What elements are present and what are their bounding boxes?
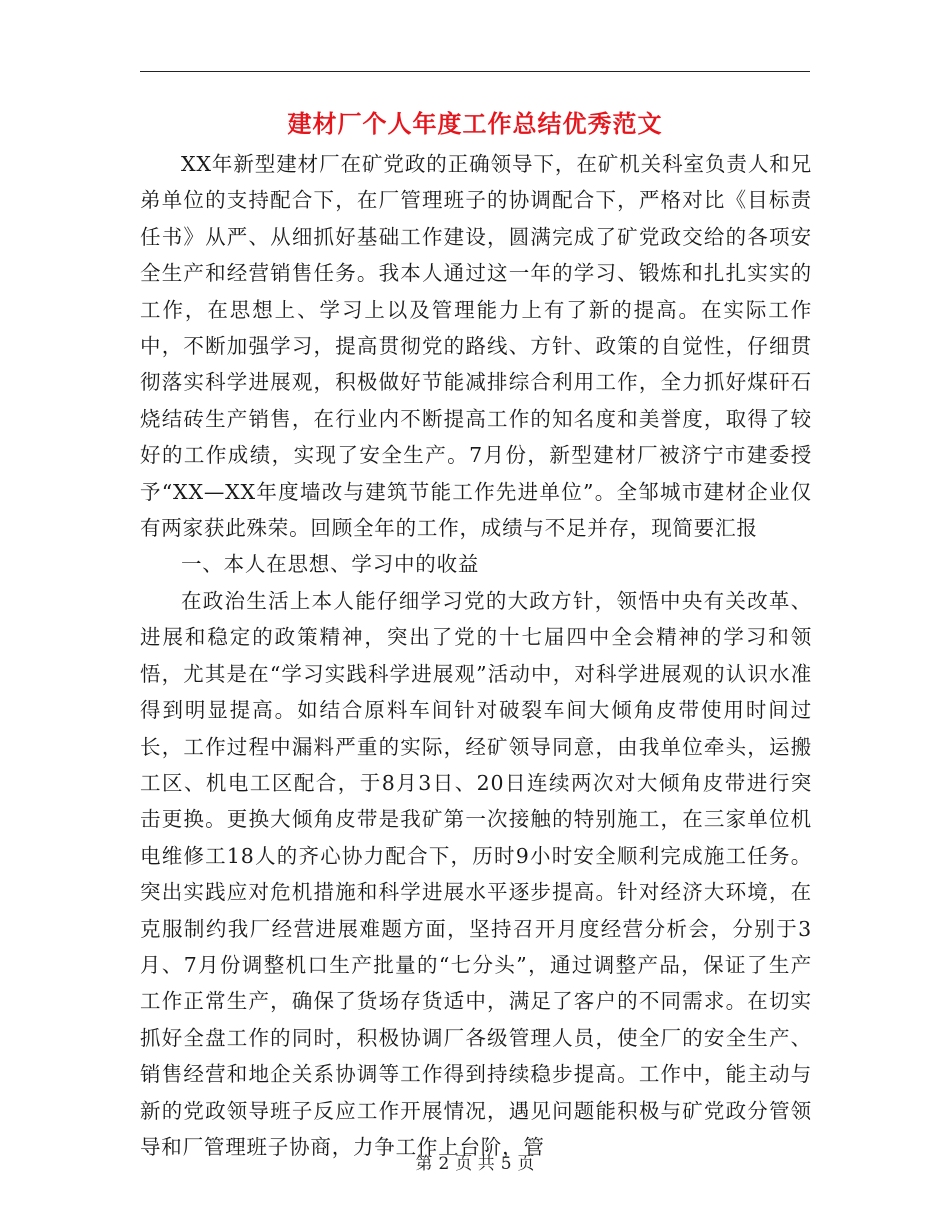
intro-paragraph: XX年新型建材厂在矿党政的正确领导下，在矿机关科室负责人和兄弟单位的支持配合下，在厂管理班子的协调配合下，严格对比《目标责任书》从严、从细抓好基础工作建设，圆满完成了矿党政交给的各项安全生产和经营销售任务。我本人通过这一年的学习、锻炼和扎扎实实的工作，在思想上、学习上以及管理能力上有了新的提高。在实际工作中，不断加强学习，提高贯彻党的路线、方针、政策的自觉性，仔细贯彻落实科学进展观，积极做好节能减排综合利用工作，全力抓好煤矸石烧结砖生产销售，在行业内不断提高工作的知名度和美誉度，取得了较好的工作成绩，实现了安全生产。7月份，新型建材厂被济宁市建委授予“XX—XX年度墙改与建筑节能工作先进单位”。全邹城市建材企业仅有两家获此殊荣。回顾全年的工作，成绩与不足并存，现简要汇报 [140,152,812,541]
document-title: 建材厂个人年度工作总结优秀范文 [287,109,663,138]
total-page-count: 5 [500,1154,512,1174]
footer-prefix: 第 [415,1154,433,1174]
current-page-number: 2 [438,1154,450,1174]
footer-suffix: 页 [517,1154,535,1174]
body-paragraph: 在政治生活上本人能仔细学习党的大政方针，领悟中央有关改革、进展和稳定的政策精神，突出了党的十七届四中全会精神的学习和领悟，尤其是在“学习实践科学进展观”活动中，对科学进展观的认识水准得到明显提高。如结合原料车间针对破裂车间大倾角皮带使用时间过长，工作过程中漏料严重的实际，经矿领导同意，由我单位牵头，运搬工区、机电工区配合，于8月3日、20日连续两次对大倾角皮带进行突击更换。更换大倾角皮带是我矿第一次接触的特别施工，在三家单位机电维修工18人的齐心协力配合下，历时9小时安全顺利完成施工任务。突出实践应对危机措施和科学进展水平逐步提高。针对经济大环境，在克服制约我厂经营进展难题方面，坚持召开月度经营分析会，分别于3月、7月份调整机口生产批量的“七分头”，通过调整产品，保证了生产工作正常生产，确保了货场存货适中，满足了客户的不同需求。在切实抓好全盘工作的同时，积极协调厂各级管理人员，使全厂的安全生产、销售经营和地企关系协调等工作得到持续稳步提高。工作中，能主动与新的党政领导班子反应工作开展情况，遇见问题能积极与矿党政分管领导和厂管理班子协商，力争工作上台阶，管 [140,588,812,1159]
document-body [140,146,812,1165]
header-rule [140,71,810,72]
footer-middle: 页 共 [455,1154,495,1174]
section-heading: 一、本人在思想、学习中的收益 [181,552,480,577]
page-footer [0,1152,950,1176]
